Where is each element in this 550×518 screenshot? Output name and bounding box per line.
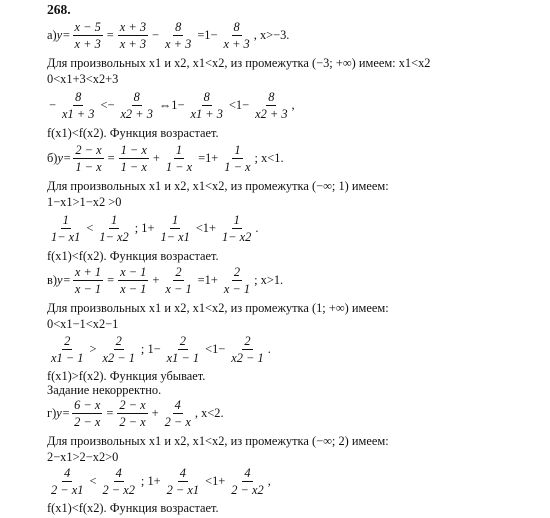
part-d-label: г) [47,406,57,420]
part-a-label: а) [47,28,57,42]
y-symbol: y= [57,151,72,165]
operator: ; 1+ [140,474,161,488]
part-c-equation [47,265,283,296]
conclusion: f(x1)<f(x2). Функция возрастает. [47,249,219,263]
y-symbol: y= [56,28,71,42]
problem-number: 268. [47,2,71,17]
fraction: $\frac{4}{2 - x1}$ [166,466,200,497]
fraction: $\frac{2}{x2 - 1}$ [231,334,264,365]
part-b-label: б) [47,151,58,165]
operator: <1+ [195,221,216,235]
part-c-inequality [47,334,271,365]
part-a-inequality [47,90,295,121]
operator: ; 1− [140,342,161,356]
fraction: $\frac{x - 5}{x + 3}$ [74,20,101,51]
text-line: 0<x1−1<x2−1 [47,317,119,331]
operator: <1+ [205,474,226,488]
fraction: 1 1− x2 [99,213,129,244]
part-b-inequality [47,213,258,244]
fraction: $\frac{8}{x1 + 3}$ [62,90,95,121]
text-line: Для произвольных x1 и x2, x1<x2, из промежутка (1; +∞) имеем: [47,301,389,315]
operator: <1− [228,98,250,112]
fraction: $\frac{x + 1}{x - 1}$ [74,265,102,296]
operator: = [107,151,115,165]
fraction: $\frac{6 - x}{2 - x}$ [74,398,101,429]
part-d-inequality [47,466,271,497]
part-b-equation [47,143,284,174]
fraction: $\frac{2}{x1 - 1}$ [166,334,200,365]
fraction: $\frac{4}{2 - x}$ [164,398,191,429]
operator: =1+ [198,151,219,165]
text-line: 2−x1>2−x2>0 [47,450,119,464]
operator: . [255,221,259,235]
fraction: $\frac{x - 1}{x - 1}$ [120,265,147,296]
operator: =1− [197,28,218,42]
condition: , x<2. [194,406,224,420]
fraction: 2 x2 − 1 [102,334,135,365]
operator: − [152,28,160,42]
operator: , [267,474,271,488]
operator: < [86,221,94,235]
fraction: $\frac{8}{x2 + 3}$ [120,90,153,121]
fraction: $\frac{8}{x + 3}$ [165,20,192,51]
fraction: $\frac{8}{x1 + 3}$ [190,90,223,121]
operator: + [151,406,159,420]
operator: − [49,98,56,112]
text-line: Для произвольных x1 и x2, x1<x2, из промежутка (−3; +∞) имеем: x1<x2 [47,56,431,70]
operator: = [107,273,115,287]
operator: =1+ [197,273,218,287]
fraction: $\frac{2 - x}{2 - x}$ [119,398,146,429]
text-line: 1−x1>1−x2 >0 [47,195,122,209]
operator: + [152,273,160,287]
conclusion: f(x1)<f(x2). Функция возрастает. [47,126,219,140]
fraction: 1 1− x1 [51,213,81,244]
conclusion: f(x1)<f(x2). Функция возрастает. [47,501,219,515]
fraction: $\frac{2 - x}{1 - x}$ [75,143,102,174]
fraction: $\frac{1}{1- x2}$ [221,213,252,244]
text-line: Для произвольных x1 и x2, x1<x2, из промежутка (−∞; 1) имеем: [47,179,389,193]
fraction: $\frac{1}{1 - x}$ [224,143,251,174]
fraction: $\frac{1}{1 - x}$ [165,143,193,174]
part-d-equation [47,398,224,429]
operator: = [106,28,114,42]
fraction: 4 2 − x2 [102,466,135,497]
part-c-label: в) [47,273,57,287]
operator: . [267,342,271,356]
fraction: $\frac{x + 3}{x + 3}$ [119,20,147,51]
operator: > [89,342,97,356]
text-line: Для произвольных x1 и x2, x1<x2, из промежутка (−∞; 2) имеем: [47,434,389,448]
fraction: $\frac{2}{x - 1}$ [223,265,251,296]
part-a-equation [47,20,289,51]
condition: ; x>1. [254,273,284,287]
fraction: $\frac{4}{2 - x2}$ [231,466,264,497]
fraction: $\frac{1 - x}{1 - x}$ [120,143,147,174]
y-symbol: y= [56,273,71,287]
fraction: $\frac{1}{1- x1}$ [160,213,190,244]
condition: , x>−3. [253,28,290,42]
condition: ; x<1. [254,151,284,165]
operator: ; 1+ [134,221,155,235]
fraction: 4 2 − x1 [51,466,84,497]
note: Задание некорректно. [47,383,162,397]
fraction: $\frac{8}{x2 + 3}$ [255,90,288,121]
operator: , [291,98,295,112]
operator: + [152,151,160,165]
operator: <− [100,98,115,112]
y-symbol: y= [56,406,71,420]
fraction: $\frac{2}{x - 1}$ [165,265,192,296]
text-line: 0<x1+3<x2+3 [47,72,119,86]
operator: < [89,474,97,488]
operator: <1− [205,342,226,356]
operator: = [106,406,114,420]
fraction: 2 x1 − 1 [51,334,84,365]
operator: ⇔1− [158,98,185,112]
fraction: $\frac{8}{x + 3}$ [223,20,250,51]
conclusion: f(x1)>f(x2). Функция убывает. [47,369,206,383]
